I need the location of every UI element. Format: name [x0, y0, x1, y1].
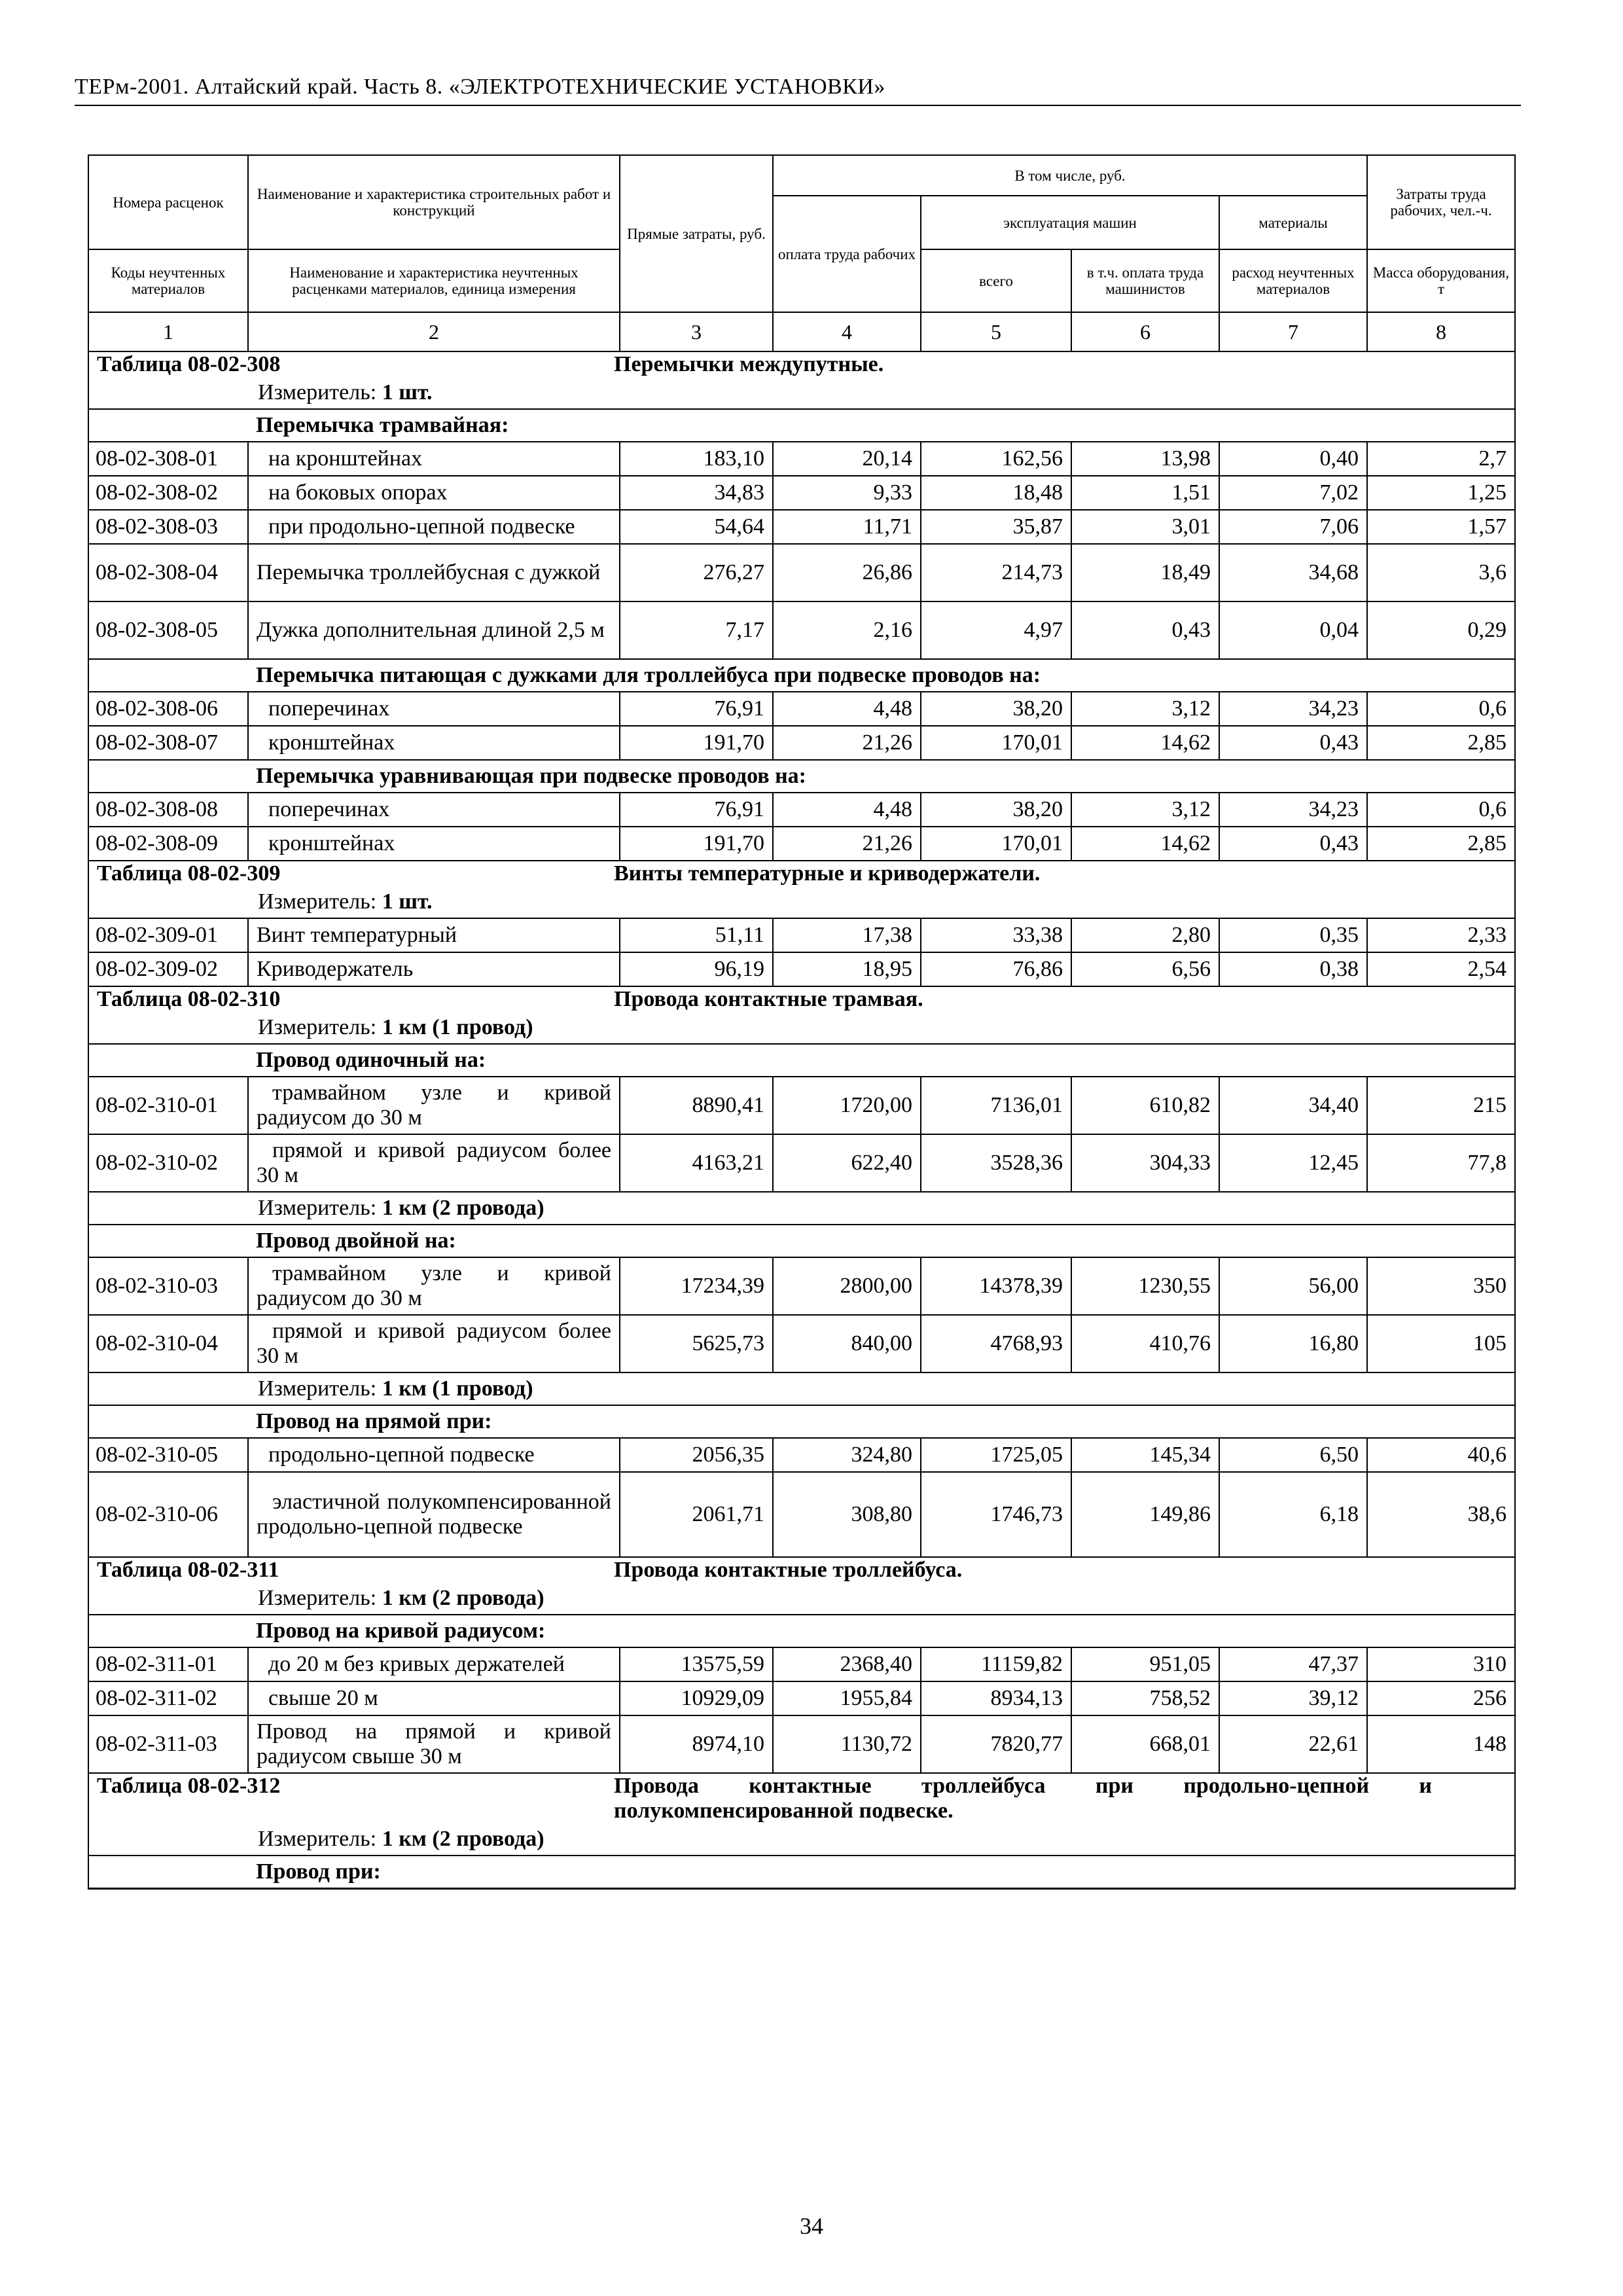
rate-code: 08-02-308-08: [88, 793, 248, 827]
table-title-row: [88, 986, 1515, 1012]
col-machines-total: всего: [921, 249, 1071, 312]
table-row: [88, 827, 1515, 861]
materials-value: 0,35: [1219, 918, 1367, 952]
materials-value: 12,45: [1219, 1134, 1367, 1192]
rate-name: трамвайном узле и кривой радиусом до 30 м: [248, 1257, 620, 1315]
machines-total-value: 33,38: [921, 918, 1071, 952]
meter-value: 1 км (1 провод): [382, 1376, 533, 1401]
unit-of-measure: [88, 1192, 1515, 1225]
table-caption: Провода контактные троллейбуса.: [614, 1558, 963, 1582]
group-spacer: [88, 1044, 248, 1077]
col-material-codes: Коды неучтенных материалов: [88, 249, 248, 312]
group-row: [88, 760, 1515, 793]
table-row: [88, 1647, 1515, 1681]
labor-hours-value: 2,85: [1367, 827, 1515, 861]
group-row: [88, 1044, 1515, 1077]
rate-name: до 20 м без кривых держателей: [248, 1647, 620, 1681]
rate-code: 08-02-308-09: [88, 827, 248, 861]
direct-costs-value: 54,64: [620, 510, 773, 544]
col-machinist-pay: в т.ч. оплата труда машинистов: [1071, 249, 1219, 312]
rate-code: 08-02-311-01: [88, 1647, 248, 1681]
rate-code: 08-02-309-01: [88, 918, 248, 952]
table-row: [88, 1438, 1515, 1472]
rate-name: кронштейнах: [248, 827, 620, 861]
machines-total-value: 170,01: [921, 827, 1071, 861]
labor-pay-value: 1955,84: [773, 1681, 921, 1715]
materials-value: 6,18: [1219, 1472, 1367, 1557]
direct-costs-value: 191,70: [620, 827, 773, 861]
table-row: [88, 1472, 1515, 1557]
direct-costs-value: 276,27: [620, 544, 773, 601]
direct-costs-value: 8974,10: [620, 1715, 773, 1773]
rate-name: Дужка дополнительная длиной 2,5 м: [248, 601, 620, 659]
meter-value: 1 шт.: [382, 380, 433, 404]
direct-costs-value: 17234,39: [620, 1257, 773, 1315]
machines-total-value: 7136,01: [921, 1077, 1071, 1134]
table-caption: Перемычки междупутные.: [614, 352, 884, 376]
rate-name: на боковых опорах: [248, 476, 620, 510]
materials-value: 7,02: [1219, 476, 1367, 510]
direct-costs-value: 10929,09: [620, 1681, 773, 1715]
table-row: [88, 1715, 1515, 1773]
labor-pay-value: 21,26: [773, 726, 921, 760]
meter-row: [88, 1192, 1515, 1225]
materials-value: 22,61: [1219, 1715, 1367, 1773]
labor-hours-value: 148: [1367, 1715, 1515, 1773]
group-row: [88, 1405, 1515, 1438]
table-row: [88, 793, 1515, 827]
labor-hours-value: 2,54: [1367, 952, 1515, 986]
table-row: [88, 1077, 1515, 1134]
materials-value: 0,04: [1219, 601, 1367, 659]
meter-label: Измеритель:: [258, 380, 377, 404]
group-label: Провод на кривой радиусом:: [248, 1615, 1515, 1647]
table-title-row: [88, 351, 1515, 377]
rate-name: Криводержатель: [248, 952, 620, 986]
table-row: [88, 952, 1515, 986]
labor-pay-value: 11,71: [773, 510, 921, 544]
unit-of-measure: [88, 886, 1515, 918]
machines-total-value: 11159,82: [921, 1647, 1071, 1681]
labor-pay-value: 21,26: [773, 827, 921, 861]
rate-code: 08-02-308-07: [88, 726, 248, 760]
rate-code: 08-02-310-02: [88, 1134, 248, 1192]
machinist-pay-value: 304,33: [1071, 1134, 1219, 1192]
machinist-pay-value: 149,86: [1071, 1472, 1219, 1557]
machines-total-value: 4768,93: [921, 1315, 1071, 1372]
labor-pay-value: 26,86: [773, 544, 921, 601]
rate-code: 08-02-308-06: [88, 692, 248, 726]
direct-costs-value: 7,17: [620, 601, 773, 659]
rate-name: прямой и кривой радиусом более 30 м: [248, 1134, 620, 1192]
direct-costs-value: 76,91: [620, 692, 773, 726]
rate-code: 08-02-308-03: [88, 510, 248, 544]
labor-hours-value: 256: [1367, 1681, 1515, 1715]
machinist-pay-value: 145,34: [1071, 1438, 1219, 1472]
labor-hours-value: 3,6: [1367, 544, 1515, 601]
materials-value: 34,68: [1219, 544, 1367, 601]
labor-pay-value: 308,80: [773, 1472, 921, 1557]
col-labor-pay: оплата труда рабочих: [773, 196, 921, 312]
rate-code: 08-02-310-05: [88, 1438, 248, 1472]
rate-code: 08-02-308-04: [88, 544, 248, 601]
rate-name: Винт температурный: [248, 918, 620, 952]
labor-hours-value: 38,6: [1367, 1472, 1515, 1557]
table-row: [88, 476, 1515, 510]
rates-table: [88, 154, 1516, 1890]
table-title: [88, 351, 1515, 377]
machinist-pay-value: 3,01: [1071, 510, 1219, 544]
direct-costs-value: 2061,71: [620, 1472, 773, 1557]
rate-name: поперечинах: [248, 692, 620, 726]
meter-label: Измеритель:: [258, 1586, 377, 1610]
table-caption: Провода контактные троллейбуса при продольно-цепной и полукомпенсированной подвеске.: [614, 1774, 1432, 1823]
machinist-pay-value: 0,43: [1071, 601, 1219, 659]
direct-costs-value: 5625,73: [620, 1315, 773, 1372]
col-equipment-mass: Масса оборудования, т: [1367, 249, 1515, 312]
table-caption: Винты температурные и криводержатели.: [614, 861, 1041, 886]
unit-of-measure: [88, 1583, 1515, 1615]
col-materials: материалы: [1219, 196, 1367, 249]
table-number: Таблица 08-02-310: [97, 987, 281, 1011]
page-header: ТЕРм-2001. Алтайский край. Часть 8. «ЭЛЕКТРОТЕХНИЧЕСКИЕ УСТАНОВКИ»: [75, 75, 885, 99]
direct-costs-value: 183,10: [620, 442, 773, 476]
machinist-pay-value: 14,62: [1071, 726, 1219, 760]
col-number: 4: [773, 312, 921, 351]
machines-total-value: 14378,39: [921, 1257, 1071, 1315]
group-label: Перемычка трамвайная:: [248, 409, 1515, 442]
table-row: [88, 726, 1515, 760]
labor-hours-value: 350: [1367, 1257, 1515, 1315]
table-caption: Провода контактные трамвая.: [614, 987, 923, 1011]
col-number: 3: [620, 312, 773, 351]
rate-name: эластичной полукомпенсированной продольно-цепной подвеске: [248, 1472, 620, 1557]
table-title: [88, 986, 1515, 1012]
col-number: 6: [1071, 312, 1219, 351]
labor-hours-value: 2,85: [1367, 726, 1515, 760]
header-rule: [75, 105, 1521, 106]
col-number: 7: [1219, 312, 1367, 351]
rate-code: 08-02-308-02: [88, 476, 248, 510]
group-label: Провод на прямой при:: [248, 1405, 1515, 1438]
materials-value: 0,38: [1219, 952, 1367, 986]
machines-total-value: 8934,13: [921, 1681, 1071, 1715]
group-spacer: [88, 409, 248, 442]
rate-code: 08-02-310-03: [88, 1257, 248, 1315]
table-number: Таблица 08-02-309: [97, 861, 281, 886]
labor-pay-value: 1720,00: [773, 1077, 921, 1134]
meter-row: [88, 1583, 1515, 1615]
meter-row: [88, 1372, 1515, 1405]
machinist-pay-value: 1230,55: [1071, 1257, 1219, 1315]
rate-code: 08-02-309-02: [88, 952, 248, 986]
materials-value: 6,50: [1219, 1438, 1367, 1472]
machines-total-value: 170,01: [921, 726, 1071, 760]
machines-total-value: 38,20: [921, 793, 1071, 827]
col-number: 8: [1367, 312, 1515, 351]
labor-pay-value: 20,14: [773, 442, 921, 476]
meter-label: Измеритель:: [258, 1376, 377, 1401]
direct-costs-value: 51,11: [620, 918, 773, 952]
labor-pay-value: 1130,72: [773, 1715, 921, 1773]
rate-code: 08-02-308-01: [88, 442, 248, 476]
machines-total-value: 18,48: [921, 476, 1071, 510]
rate-name: поперечинах: [248, 793, 620, 827]
col-machines: эксплуатация машин: [921, 196, 1219, 249]
machines-total-value: 162,56: [921, 442, 1071, 476]
machinist-pay-value: 610,82: [1071, 1077, 1219, 1134]
meter-value: 1 км (2 провода): [382, 1827, 544, 1851]
meter-row: [88, 1823, 1515, 1856]
machines-total-value: 1725,05: [921, 1438, 1071, 1472]
direct-costs-value: 191,70: [620, 726, 773, 760]
labor-pay-value: 4,48: [773, 793, 921, 827]
labor-pay-value: 2368,40: [773, 1647, 921, 1681]
meter-value: 1 км (1 провод): [382, 1015, 533, 1039]
col-rate-numbers: Номера расценок: [88, 155, 248, 249]
machines-total-value: 35,87: [921, 510, 1071, 544]
machinist-pay-value: 14,62: [1071, 827, 1219, 861]
labor-pay-value: 9,33: [773, 476, 921, 510]
table-number: Таблица 08-02-308: [97, 352, 281, 376]
table-row: [88, 544, 1515, 601]
meter-row: [88, 1012, 1515, 1044]
group-row: [88, 1225, 1515, 1257]
group-row: [88, 409, 1515, 442]
machinist-pay-value: 1,51: [1071, 476, 1219, 510]
group-spacer: [88, 760, 248, 793]
group-label: Провод двойной на:: [248, 1225, 1515, 1257]
meter-row: [88, 886, 1515, 918]
rate-code: 08-02-311-02: [88, 1681, 248, 1715]
machines-total-value: 214,73: [921, 544, 1071, 601]
machines-total-value: 1746,73: [921, 1472, 1071, 1557]
rate-code: 08-02-311-03: [88, 1715, 248, 1773]
table-number: Таблица 08-02-311: [97, 1558, 279, 1582]
labor-hours-value: 215: [1367, 1077, 1515, 1134]
labor-hours-value: 2,33: [1367, 918, 1515, 952]
col-including: В том числе, руб.: [773, 155, 1367, 196]
table-title: [88, 1557, 1515, 1583]
machinist-pay-value: 668,01: [1071, 1715, 1219, 1773]
unit-of-measure: [88, 1012, 1515, 1044]
materials-value: 16,80: [1219, 1315, 1367, 1372]
materials-value: 56,00: [1219, 1257, 1367, 1315]
materials-value: 7,06: [1219, 510, 1367, 544]
direct-costs-value: 34,83: [620, 476, 773, 510]
machines-total-value: 3528,36: [921, 1134, 1071, 1192]
col-materials-use: расход неучтенных материалов: [1219, 249, 1367, 312]
rate-name: свыше 20 м: [248, 1681, 620, 1715]
unit-of-measure: [88, 1372, 1515, 1405]
direct-costs-value: 2056,35: [620, 1438, 773, 1472]
labor-pay-value: 324,80: [773, 1438, 921, 1472]
meter-label: Измеритель:: [258, 1015, 377, 1039]
labor-hours-value: 105: [1367, 1315, 1515, 1372]
group-spacer: [88, 1405, 248, 1438]
rate-name: Перемычка троллейбусная с дужкой: [248, 544, 620, 601]
materials-value: 0,43: [1219, 827, 1367, 861]
rate-code: 08-02-308-05: [88, 601, 248, 659]
materials-value: 39,12: [1219, 1681, 1367, 1715]
col-material-name: Наименование и характеристика неучтенных расценками материалов, единица измерения: [248, 249, 620, 312]
labor-pay-value: 2800,00: [773, 1257, 921, 1315]
direct-costs-value: 8890,41: [620, 1077, 773, 1134]
labor-pay-value: 18,95: [773, 952, 921, 986]
table-title: [88, 861, 1515, 886]
group-row: [88, 1615, 1515, 1647]
rate-code: 08-02-310-01: [88, 1077, 248, 1134]
labor-hours-value: 0,6: [1367, 793, 1515, 827]
col-number: 1: [88, 312, 248, 351]
materials-value: 47,37: [1219, 1647, 1367, 1681]
labor-pay-value: 840,00: [773, 1315, 921, 1372]
rate-name: продольно-цепной подвеске: [248, 1438, 620, 1472]
group-spacer: [88, 1615, 248, 1647]
materials-value: 34,23: [1219, 692, 1367, 726]
labor-hours-value: 310: [1367, 1647, 1515, 1681]
machinist-pay-value: 6,56: [1071, 952, 1219, 986]
machines-total-value: 38,20: [921, 692, 1071, 726]
labor-hours-value: 1,57: [1367, 510, 1515, 544]
rate-name: Провод на прямой и кривой радиусом свыше 30 м: [248, 1715, 620, 1773]
direct-costs-value: 4163,21: [620, 1134, 773, 1192]
machinist-pay-value: 3,12: [1071, 692, 1219, 726]
rate-name: кронштейнах: [248, 726, 620, 760]
col-labor-cost: Затраты труда рабочих, чел.-ч.: [1367, 155, 1515, 249]
group-label: Перемычка уравнивающая при подвеске проводов на:: [248, 760, 1515, 793]
machines-total-value: 4,97: [921, 601, 1071, 659]
materials-value: 0,43: [1219, 726, 1367, 760]
unit-of-measure: [88, 377, 1515, 409]
machinist-pay-value: 2,80: [1071, 918, 1219, 952]
table-number: Таблица 08-02-312: [97, 1774, 281, 1798]
group-label: Перемычка питающая с дужками для троллейбуса при подвеске проводов на:: [248, 659, 1515, 692]
meter-value: 1 шт.: [382, 889, 433, 914]
labor-hours-value: 0,29: [1367, 601, 1515, 659]
meter-value: 1 км (2 провода): [382, 1586, 544, 1610]
labor-hours-value: 40,6: [1367, 1438, 1515, 1472]
page-number: 34: [800, 2213, 823, 2239]
meter-label: Измеритель:: [258, 1827, 377, 1851]
table-row: [88, 692, 1515, 726]
table-title-row: [88, 1773, 1515, 1823]
materials-value: 34,40: [1219, 1077, 1367, 1134]
machines-total-value: 76,86: [921, 952, 1071, 986]
machinist-pay-value: 13,98: [1071, 442, 1219, 476]
rate-name: прямой и кривой радиусом более 30 м: [248, 1315, 620, 1372]
machinist-pay-value: 410,76: [1071, 1315, 1219, 1372]
group-spacer: [88, 659, 248, 692]
materials-value: 34,23: [1219, 793, 1367, 827]
table-title-row: [88, 1557, 1515, 1583]
labor-hours-value: 2,7: [1367, 442, 1515, 476]
labor-hours-value: 1,25: [1367, 476, 1515, 510]
table-row: [88, 601, 1515, 659]
machinist-pay-value: 758,52: [1071, 1681, 1219, 1715]
labor-pay-value: 17,38: [773, 918, 921, 952]
machinist-pay-value: 951,05: [1071, 1647, 1219, 1681]
machines-total-value: 7820,77: [921, 1715, 1071, 1773]
table-title: [88, 1773, 1515, 1823]
direct-costs-value: 76,91: [620, 793, 773, 827]
table-row: [88, 510, 1515, 544]
col-number: 2: [248, 312, 620, 351]
direct-costs-value: 13575,59: [620, 1647, 773, 1681]
machinist-pay-value: 3,12: [1071, 793, 1219, 827]
rate-name: трамвайном узле и кривой радиусом до 30 м: [248, 1077, 620, 1134]
table-row: [88, 442, 1515, 476]
direct-costs-value: 96,19: [620, 952, 773, 986]
rate-code: 08-02-310-04: [88, 1315, 248, 1372]
price-table: [88, 154, 1514, 1890]
unit-of-measure: [88, 1823, 1515, 1856]
table-row: [88, 918, 1515, 952]
rate-code: 08-02-310-06: [88, 1472, 248, 1557]
labor-hours-value: 77,8: [1367, 1134, 1515, 1192]
group-spacer: [88, 1225, 248, 1257]
group-row: [88, 659, 1515, 692]
meter-label: Измеритель:: [258, 889, 377, 914]
labor-pay-value: 2,16: [773, 601, 921, 659]
materials-value: 0,40: [1219, 442, 1367, 476]
labor-pay-value: 622,40: [773, 1134, 921, 1192]
rate-name: на кронштейнах: [248, 442, 620, 476]
table-row: [88, 1134, 1515, 1192]
group-label: Провод одиночный на:: [248, 1044, 1515, 1077]
labor-hours-value: 0,6: [1367, 692, 1515, 726]
machinist-pay-value: 18,49: [1071, 544, 1219, 601]
group-spacer: [88, 1856, 248, 1889]
col-direct-costs: Прямые затраты, руб.: [620, 155, 773, 312]
meter-row: [88, 377, 1515, 409]
labor-pay-value: 4,48: [773, 692, 921, 726]
rate-name: при продольно-цепной подвеске: [248, 510, 620, 544]
meter-value: 1 км (2 провода): [382, 1196, 544, 1220]
meter-label: Измеритель:: [258, 1196, 377, 1220]
group-row: [88, 1856, 1515, 1889]
table-title-row: [88, 861, 1515, 886]
table-header: [88, 155, 1515, 351]
table-row: [88, 1257, 1515, 1315]
col-work-name: Наименование и характеристика строительных работ и конструкций: [248, 155, 620, 249]
table-row: [88, 1315, 1515, 1372]
table-row: [88, 1681, 1515, 1715]
col-number: 5: [921, 312, 1071, 351]
group-label: Провод при:: [248, 1856, 1515, 1889]
table-body: [88, 351, 1515, 1889]
